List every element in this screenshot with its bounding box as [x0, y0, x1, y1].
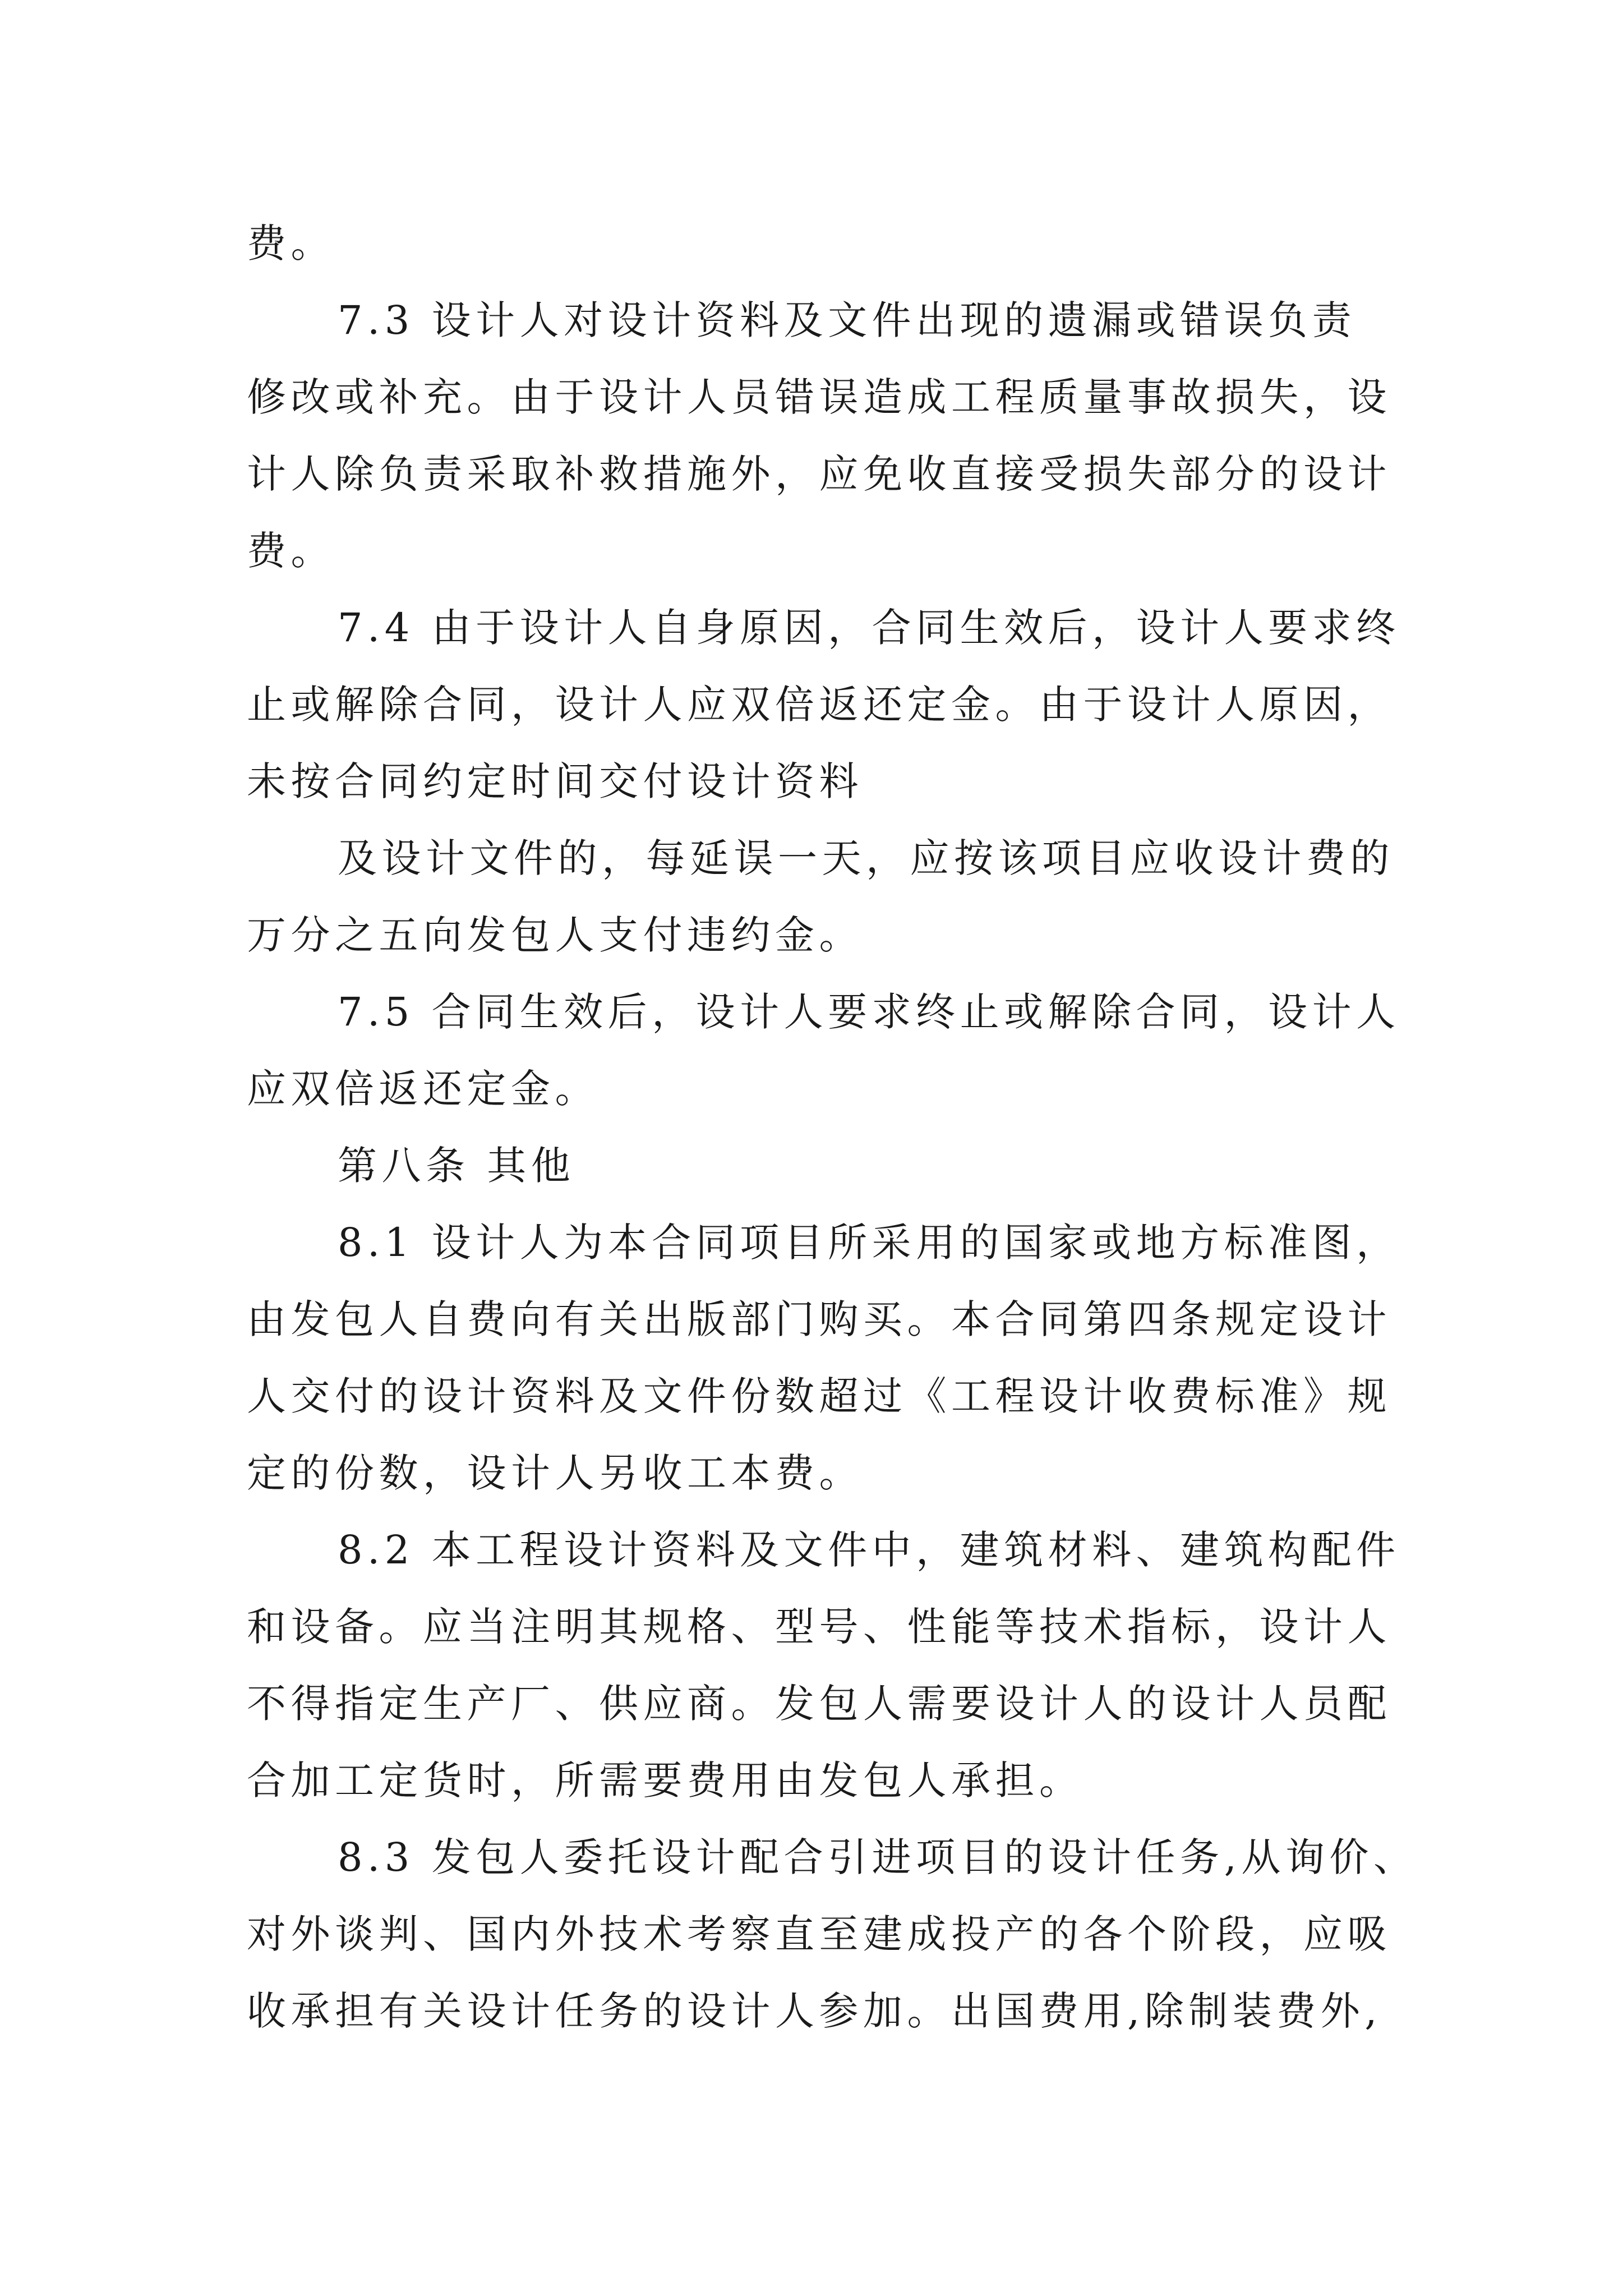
- text-line: 收承担有关设计任务的设计人参加。出国费用,除制装费外,: [247, 1988, 1382, 2034]
- text-line: 计人除负责采取补救措施外，应免收直接受损失部分的设计: [247, 451, 1391, 497]
- text-line: 不得指定生产厂、供应商。发包人需要设计人的设计人员配: [247, 1681, 1391, 1727]
- text-line: 定的份数，设计人另收工本费。: [247, 1450, 863, 1496]
- text-line: 和设备。应当注明其规格、型号、性能等技术指标，设计人: [247, 1604, 1391, 1650]
- text-line: 未按合同约定时间交付设计资料: [247, 758, 863, 804]
- text-line: 修改或补充。由于设计人员错误造成工程质量事故损失，设: [247, 374, 1391, 420]
- text-line: 合加工定货时，所需要费用由发包人承担。: [247, 1757, 1083, 1803]
- text-line: 及设计文件的，每延误一天，应按该项目应收设计费的: [338, 835, 1394, 881]
- text-line: 对外谈判、国内外技术考察直至建成投产的各个阶段，应吸: [247, 1911, 1391, 1957]
- text-line: 由发包人自费向有关出版部门购买。本合同第四条规定设计: [247, 1296, 1391, 1342]
- clause-7-5-heading-line: 7.5 合同生效后，设计人要求终止或解除合同，设计人: [338, 989, 1400, 1035]
- clause-7-3-heading-line: 7.3 设计人对设计资料及文件出现的遗漏或错误负责: [338, 297, 1357, 343]
- article-8-heading: 第八条 其他: [338, 1143, 575, 1189]
- clause-8-2-heading-line: 8.2 本工程设计资料及文件中，建筑材料、建筑构配件: [338, 1527, 1400, 1573]
- clause-7-4-heading-line: 7.4 由于设计人自身原因，合同生效后，设计人要求终: [338, 605, 1400, 651]
- clause-8-1-heading-line: 8.1 设计人为本合同项目所采用的国家或地方标准图，: [338, 1220, 1400, 1266]
- clause-8-3-heading-line: 8.3 发包人委托设计配合引进项目的设计任务,从询价、: [338, 1834, 1418, 1880]
- text-line: 费。: [247, 220, 335, 266]
- text-line: 万分之五向发包人支付违约金。: [247, 912, 863, 958]
- text-line: 费。: [247, 528, 335, 574]
- text-line: 人交付的设计资料及文件份数超过《工程设计收费标准》规: [247, 1373, 1391, 1419]
- document-body: [247, 205, 1418, 2050]
- text-line: 应双倍返还定金。: [247, 1066, 599, 1112]
- text-line: 止或解除合同，设计人应双倍返还定金。由于设计人原因，: [247, 682, 1391, 728]
